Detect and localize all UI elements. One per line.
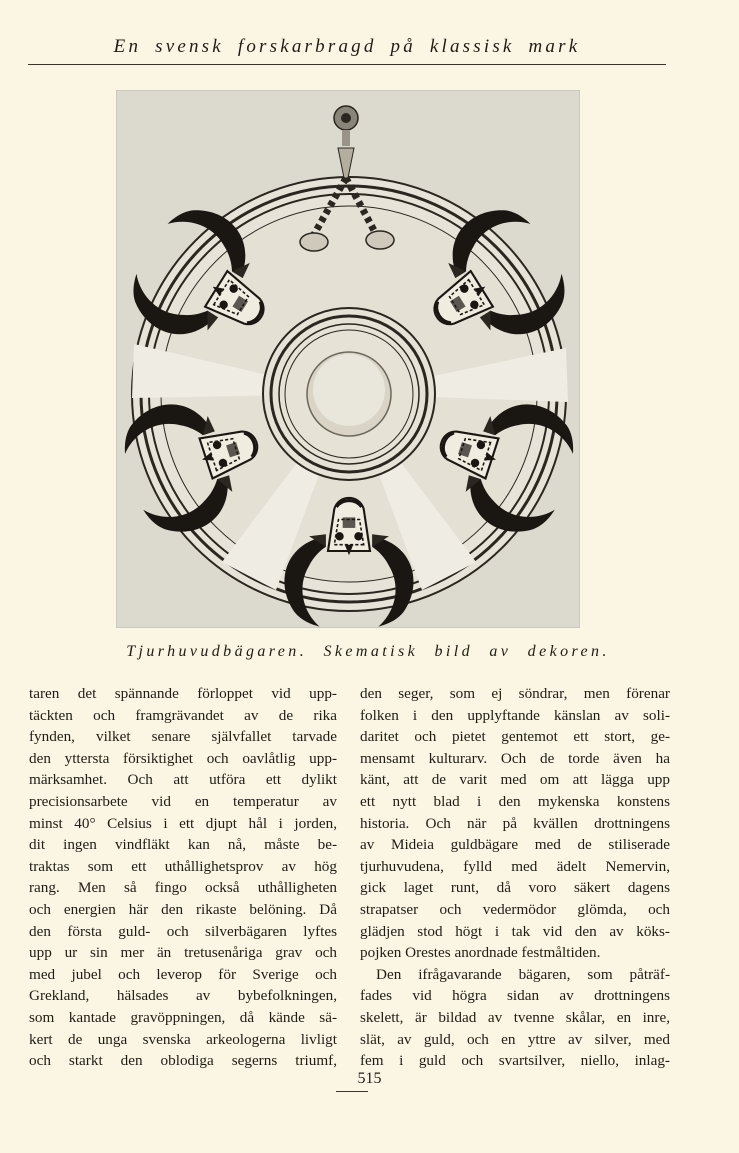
text-line: slät, av guld, och en yttre av silver, med xyxy=(360,1030,670,1048)
bull-head-cup-illustration xyxy=(116,90,580,628)
text-line: pojken Orestes anordnade festmåltiden. xyxy=(360,944,601,962)
page-number-rule xyxy=(336,1091,368,1092)
right-text-column xyxy=(360,683,670,1072)
left-text-column xyxy=(29,683,337,1072)
text-line: den yttersta försiktighet och oavlåtlig upp- xyxy=(29,749,337,767)
text-line: fem i guld och svartsilver, niello, inlag- xyxy=(360,1052,670,1070)
text-line: täckten och framgrävandet av de rika xyxy=(29,706,337,724)
text-line: folken i den upplyftande känslan av soli- xyxy=(360,706,670,724)
figure-caption: Tjurhuvudbägaren. Skematisk bild av dekoren. xyxy=(126,643,610,660)
text-line: upp ur sin mer än tretusenåriga grav och xyxy=(29,944,337,962)
text-line: den första guld- och silverbägaren lyftes xyxy=(29,922,337,940)
text-line: fynden, vilket senare självfallet tarvade xyxy=(29,728,337,746)
text-line: daritet och pietet gentemot ett stort, ge- xyxy=(360,728,670,746)
text-line: skelett, är bildad av tvenne skålar, en inre, xyxy=(360,1008,670,1026)
text-line: märksamhet. Och att utföra ett dylikt xyxy=(29,771,337,789)
text-line: och energien här den rikaste belöning. Då xyxy=(29,900,337,918)
text-line: Grekland, hälsades av bybefolkningen, xyxy=(29,987,337,1005)
paragraph-start-line: Den ifrågavarande bägaren, som påträf- xyxy=(376,965,670,983)
text-line: som kantade gravöppningen, då kände sä- xyxy=(29,1008,337,1026)
text-line: den seger, som ej söndrar, men förenar xyxy=(360,685,670,702)
page-number: 515 xyxy=(357,1070,382,1087)
text-line: rang. Men så fingo också uthålligheten xyxy=(29,879,337,897)
text-line: minst 40° Celsius i ett djupt hål i jorden, xyxy=(29,814,337,832)
text-line: gick laget runt, då voro säkert dagens xyxy=(360,879,670,897)
text-line: precisionsarbete vid en temperatur av xyxy=(29,792,337,810)
text-line: och starkt den oblodiga segerns triumf, xyxy=(29,1052,337,1070)
text-line: glädjen stod högt i tak vid den av köks- xyxy=(360,922,670,940)
running-header: En svensk forskarbragd på klassisk mark xyxy=(113,36,581,57)
text-line: strapatser och vedermödor glömda, och xyxy=(360,900,670,918)
text-line: tjurhuvudena, fylld med ädelt Nemervin, xyxy=(360,857,670,875)
text-line: ett nytt blad i den mykenska konstens xyxy=(360,792,670,810)
text-line: mensamt kulturarv. Och de torde även ha xyxy=(360,749,670,767)
text-line: känt, att de varit med om att lägga upp xyxy=(360,771,670,789)
text-line: fades vid högra sidan av drottningens xyxy=(360,987,670,1005)
header-rule xyxy=(28,64,666,65)
text-line: historia. Och när på kvällen drottningens xyxy=(360,814,670,832)
text-line: dit ingen vindfläkt kan nå, måste be- xyxy=(29,836,337,854)
text-line: kert de unga svenska arkeologerna livligt xyxy=(29,1030,337,1048)
text-line: traktas som ett uthållighetsprov av hög xyxy=(29,857,337,875)
text-line: av Mideia guldbägare med de stiliserade xyxy=(360,836,670,854)
text-line: med jubel och leverop för Sverige och xyxy=(29,965,337,983)
text-line: taren det spännande förloppet vid upp- xyxy=(29,685,337,702)
